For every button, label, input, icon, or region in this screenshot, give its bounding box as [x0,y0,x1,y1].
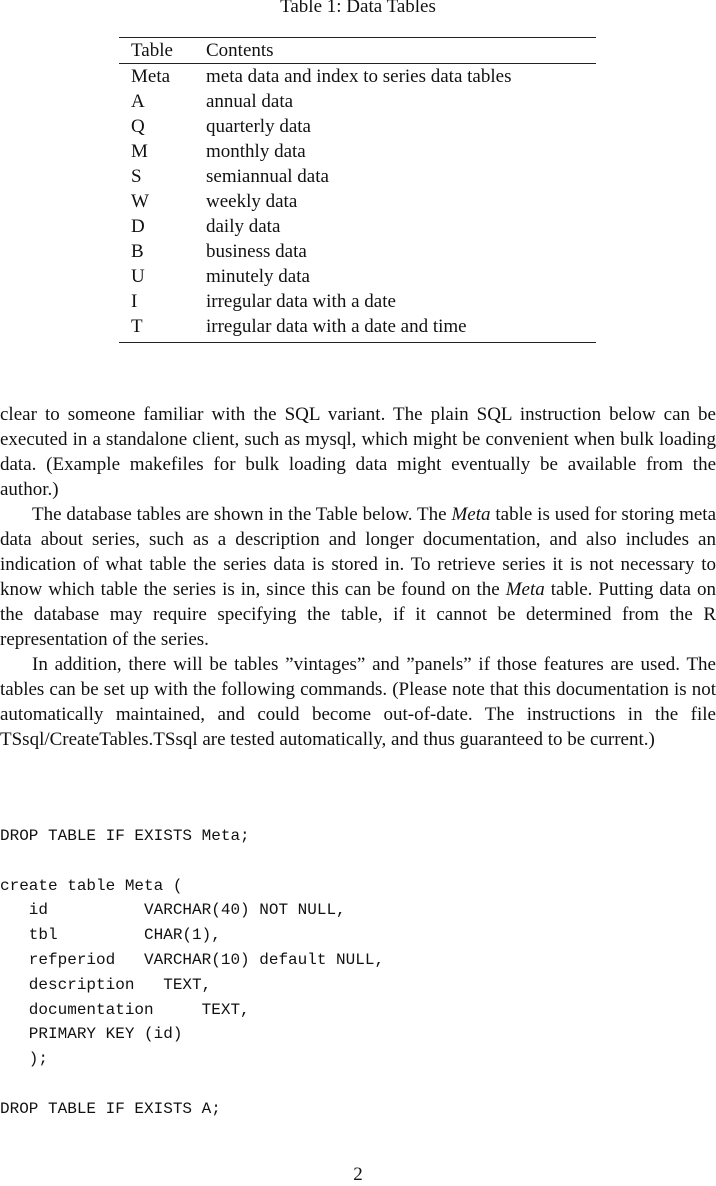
table-cell-code: I [131,291,138,312]
table-row [119,139,596,164]
table-cell-code: T [131,316,143,337]
p2-meta-emphasis-2: Meta [505,579,545,600]
table-cell-code: Meta [131,66,171,87]
table-row [119,164,596,189]
data-tables-table [119,37,596,343]
table-row [119,239,596,264]
table-cell-contents: meta data and index to series data tables [206,66,512,87]
table-cell-code: D [131,216,145,237]
table-caption: Table 1: Data Tables [280,0,436,17]
table-cell-contents: quarterly data [206,116,311,137]
table-row [119,314,596,343]
table-cell-contents: monthly data [206,141,306,162]
table-cell-contents: business data [206,241,307,262]
table-row [119,189,596,214]
table-header-row [119,38,596,64]
table-cell-contents: daily data [206,216,281,237]
page-number: 2 [353,1164,363,1185]
table-row [119,114,596,139]
table-cell-code: S [131,166,142,187]
paragraph-3: In addition, there will be tables ”vintages” and ”panels” if those features are used. The tables can be set up with the following commands. (Please note that this documentation is not automatically maintained, and could become out-of-date. The instructions in the file TSsql/CreateTables.TSsql are tested automatically, and thus guaranteed to be current.) [0,654,716,750]
p2-text-a: The database tables are shown in the Table below. The [32,504,452,525]
paragraph-2 [0,502,716,652]
p2-meta-emphasis-1: Meta [451,504,491,525]
table-row [119,289,596,314]
sql-code-block: DROP TABLE IF EXISTS Meta; create table Meta ( id VARCHAR(40) NOT NULL, tbl CHAR(1), refperiod VARCHAR(10) default NULL, description TEXT, documentation TEXT, PRIMARY KEY (id) ); DROP TABLE IF EXISTS A; [0,827,385,1118]
table-row [119,64,596,90]
table-cell-contents: irregular data with a date and time [206,316,467,337]
table-cell-code: M [131,141,148,162]
table-cell-code: B [131,241,144,262]
header-table: Table [131,40,173,61]
table-cell-code: W [131,191,149,212]
paragraph-1: clear to someone familiar with the SQL variant. The plain SQL instruction below can be executed in a standalone client, such as mysql, which might be convenient when bulk loading data. (Example makefiles for bulk loading data might eventually be available from the author.) [0,404,716,500]
table-cell-code: Q [131,116,145,137]
table-cell-code: U [131,266,145,287]
table-row [119,264,596,289]
table-cell-contents: annual data [206,91,294,112]
table-cell-code: A [131,91,145,112]
table-cell-contents: weekly data [206,191,298,212]
table-body [119,64,596,343]
table-cell-contents: minutely data [206,266,310,287]
p2-text-c: table. Putting data on the database may require specifying the table, if it cannot be determined from the R representation of the series. [0,579,716,650]
table-cell-contents: semiannual data [206,166,329,187]
header-contents: Contents [206,40,274,61]
table-row [119,214,596,239]
table-cell-contents: irregular data with a date [206,291,396,312]
p2-text-b: table is used for storing meta data about series, such as a description and longer documentation, and also includes an indication of what table the series data is stored in. To retrieve series it is not necessary to know which table the series is in, since this can be found on the [0,504,716,600]
table-row [119,89,596,114]
body-text [0,402,716,752]
